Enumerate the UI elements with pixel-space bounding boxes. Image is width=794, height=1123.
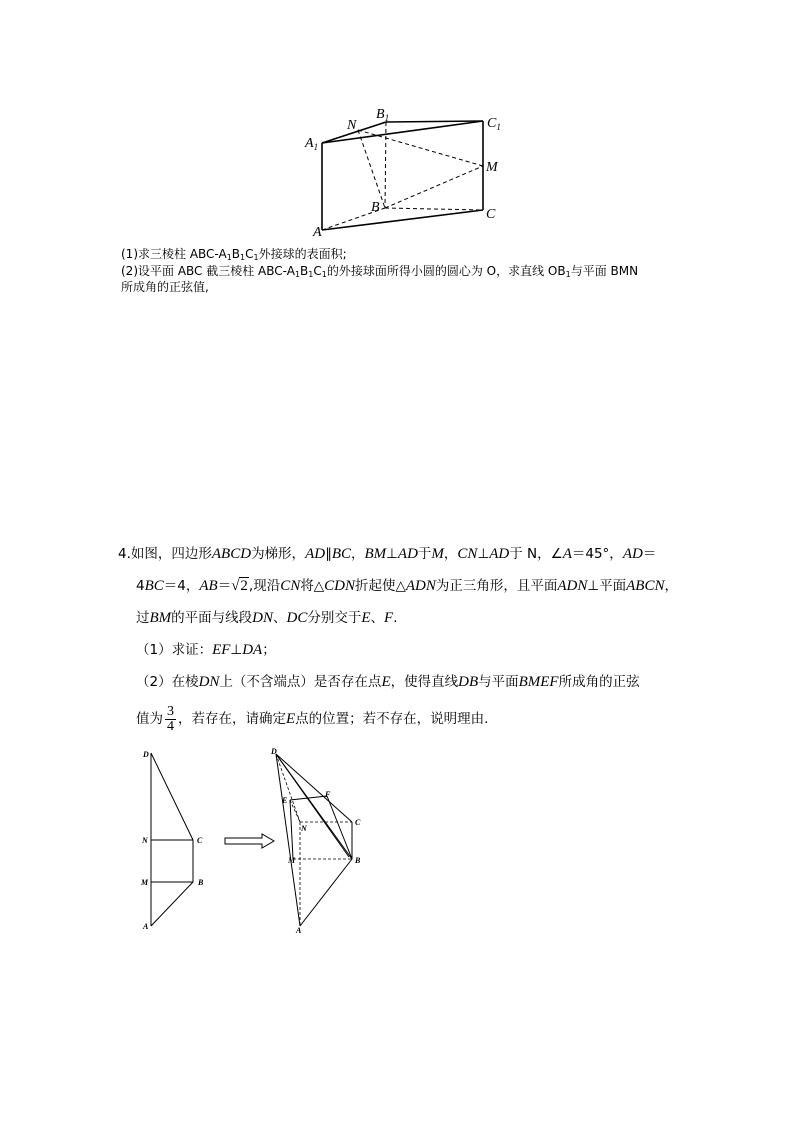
label-c: C xyxy=(486,207,496,222)
label-c: C xyxy=(197,836,203,845)
edge-n-b xyxy=(358,130,385,208)
label-n: N xyxy=(142,836,148,845)
problem4-subq2-line2: 值为 $\frac{3}{4}$ ，若存在，请确定E点的位置；若不存在，说明理由. xyxy=(136,703,489,734)
label-b1: $B_1$ xyxy=(376,107,390,123)
edge-a-c xyxy=(322,210,483,230)
problem3-part2: (2)设平面 ABC 截三棱柱 ABC-$A_1B_1C_1$的外接球面所得小圆的圆心为 O，求直线 $OB_1$与平面 BMN xyxy=(121,264,639,279)
label-d: D xyxy=(271,747,277,756)
edge-e-m xyxy=(290,800,293,859)
label-a: A xyxy=(296,926,302,935)
problem3-part1: (1)求三棱柱 ABC-$A_1B_1C_1$外接球的表面积; xyxy=(121,247,347,262)
edge-d-a xyxy=(276,754,300,926)
label-a: A xyxy=(143,922,149,931)
edge-e-n xyxy=(290,800,300,822)
label-b: B xyxy=(371,200,380,215)
label-c: C xyxy=(355,818,361,827)
edge-b-c xyxy=(385,208,483,210)
fraction: $\frac{3}{4}$ xyxy=(167,703,174,734)
problem4-subq2: （2）在棱DN上（不含端点）是否存在点E，使得直线DB与平面BMEF所成角的正弦 xyxy=(136,674,640,690)
edge-d-b-alt xyxy=(276,754,349,857)
label-c1: $C_1$ xyxy=(487,116,501,132)
edge-b1-c1 xyxy=(386,121,483,122)
label-e: E xyxy=(282,796,288,805)
trapezoid-figure xyxy=(138,745,218,935)
problem4-subq1: （1）求证：EF⊥DA； xyxy=(136,642,276,658)
edge-d-c xyxy=(151,753,193,840)
edge-b-m xyxy=(385,166,483,208)
label-m: M xyxy=(288,856,296,865)
problem4-line3: 过BM的平面与线段DN、DC分别交于E、F. xyxy=(136,610,398,626)
edge-f-b xyxy=(327,796,352,859)
problem4-line1: 4.如图，四边形ABCD为梯形，AD∥BC，BM⊥AD于M，CN⊥AD于 N，∠A＝45°，AD＝ xyxy=(118,546,657,562)
label-n: N xyxy=(301,824,307,833)
label-m: M xyxy=(141,878,149,887)
label-a: A xyxy=(313,225,322,240)
label-b: B xyxy=(355,856,361,865)
problem3-part2-line2: 所成角的正弦值, xyxy=(121,280,209,294)
edge-b-a xyxy=(300,859,352,926)
edge-b-a xyxy=(151,882,193,926)
edge-d-c2 xyxy=(276,754,352,822)
prism-figure xyxy=(300,100,520,240)
label-f: F xyxy=(325,790,331,799)
folded-figure xyxy=(266,745,376,935)
label-n: N xyxy=(347,118,357,133)
label-b: B xyxy=(198,878,204,887)
label-m: M xyxy=(486,160,498,175)
label-d: D xyxy=(143,750,149,759)
label-a1: $A_1$ xyxy=(305,136,319,152)
problem4-line2: 4BC＝4，AB＝√2,现沿CN将△CDN折起使△ADN为正三角形，且平面ADN⊥平面ABCN， xyxy=(136,578,678,594)
sqrt-expression: √2 xyxy=(231,578,248,594)
